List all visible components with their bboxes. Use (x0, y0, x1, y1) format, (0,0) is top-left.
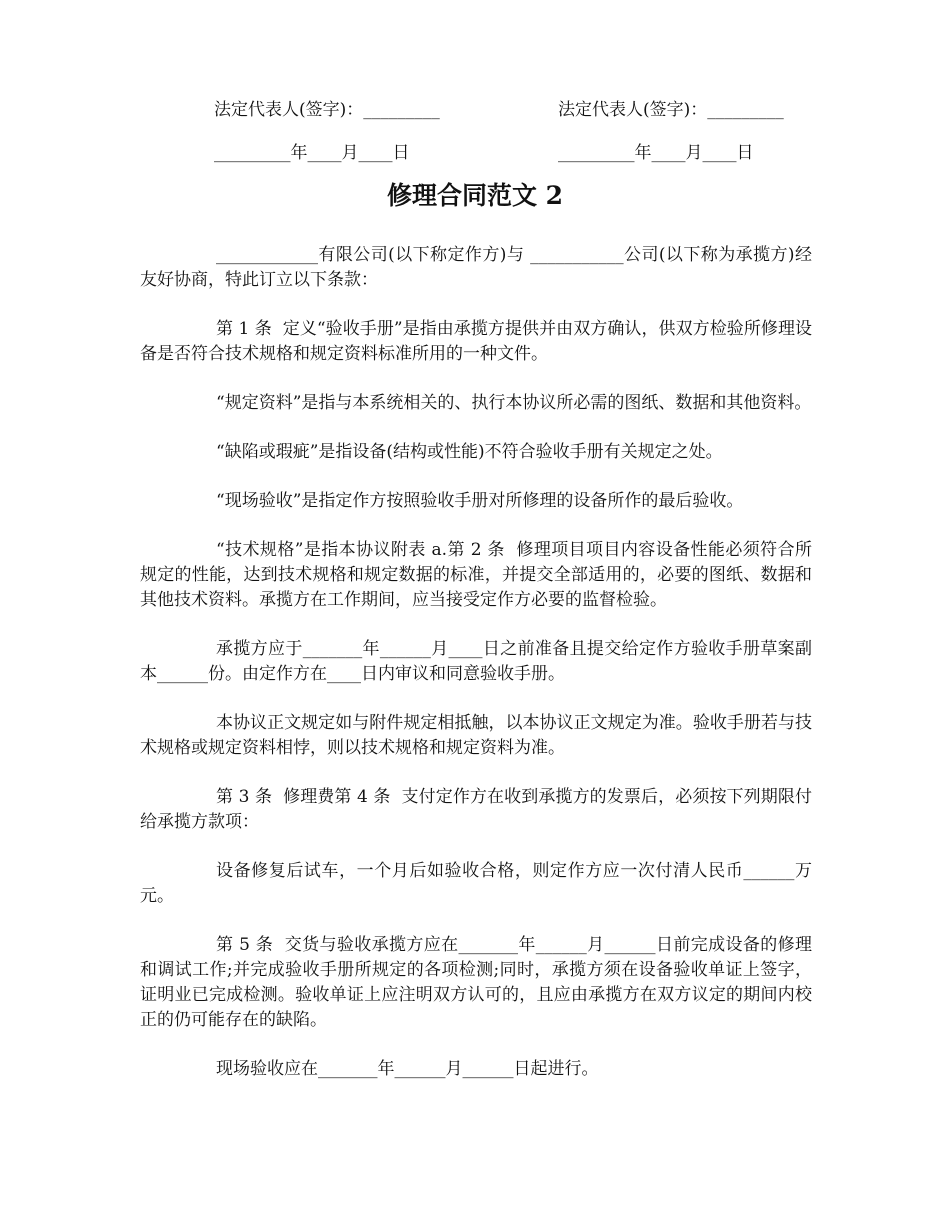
paragraph-technical-specs: “技术规格”是指本协议附表 a.第 2 条 修理项目项目内容设备性能必须符合所规定的性能，达到技术规格和规定数据的标准，并提交全部适用的，必要的图纸、数据和其他技术资料。承揽方在工作期间，应当接受定作方必要的监督检验。 (140, 540, 812, 610)
right-representative-signature: 法定代表人(签字)：_________ (558, 100, 784, 120)
contract-body (140, 243, 812, 1106)
paragraph-manual-submission: 承揽方应于_______年______月____日之前准备且提交给定作方验收手册草案副本______份。由定作方在____日内审议和同意验收手册。 (140, 639, 812, 684)
paragraph-precedence: 本协议正文规定如与附件规定相抵触，以本协议正文规定为准。验收手册若与技术规格或规定资料相悖，则以技术规格和规定资料为准。 (140, 713, 812, 758)
left-representative-signature: 法定代表人(签字)：_________ (214, 100, 440, 120)
paragraph-specified-materials: “规定资料”是指与本系统相关的、执行本协议所必需的图纸、数据和其他资料。 (216, 393, 812, 413)
right-signature-date: _________年____月____日 (558, 143, 754, 163)
left-signature-date: _________年____月____日 (214, 143, 410, 163)
document-title: 修理合同范文 2 (386, 181, 564, 210)
paragraph-site-acceptance: “现场验收”是指定作方按照验收手册对所修理的设备所作的最后验收。 (216, 491, 744, 511)
paragraph-trial-payment: 设备修复后试车，一个月后如验收合格，则定作方应一次付清人民币______万元。 (140, 861, 812, 906)
paragraph-article-5-delivery: 第 5 条 交货与验收承揽方应在_______年______月______日前完成设备的修理和调试工作;并完成验收手册所规定的各项检测;同时，承揽方须在设备验收单证上签字，证明业已完成检测。验收单证上应注明双方认可的，且应由承揽方在双方议定的期间内校正的仍可能存在的缺陷。 (140, 935, 812, 1030)
paragraph-defects: “缺陷或瑕疵”是指设备(结构或性能)不符合验收手册有关规定之处。 (216, 442, 723, 462)
paragraph-parties: ____________有限公司(以下称定作方)与 ___________公司(以下称为承揽方)经友好协商，特此订立以下条款： (140, 245, 812, 290)
paragraph-site-acceptance-date: 现场验收应在_______年______月______日起进行。 (216, 1059, 599, 1079)
paragraph-article-1-definition: 第 1 条 定义“验收手册”是指由承揽方提供并由双方确认，供双方检验所修理设备是否符合技术规格和规定资料标准所用的一种文件。 (140, 319, 812, 364)
paragraph-article-3-4-payment: 第 3 条 修理费第 4 条 支付定作方在收到承揽方的发票后，必须按下列期限付给承揽方款项： (140, 787, 812, 832)
